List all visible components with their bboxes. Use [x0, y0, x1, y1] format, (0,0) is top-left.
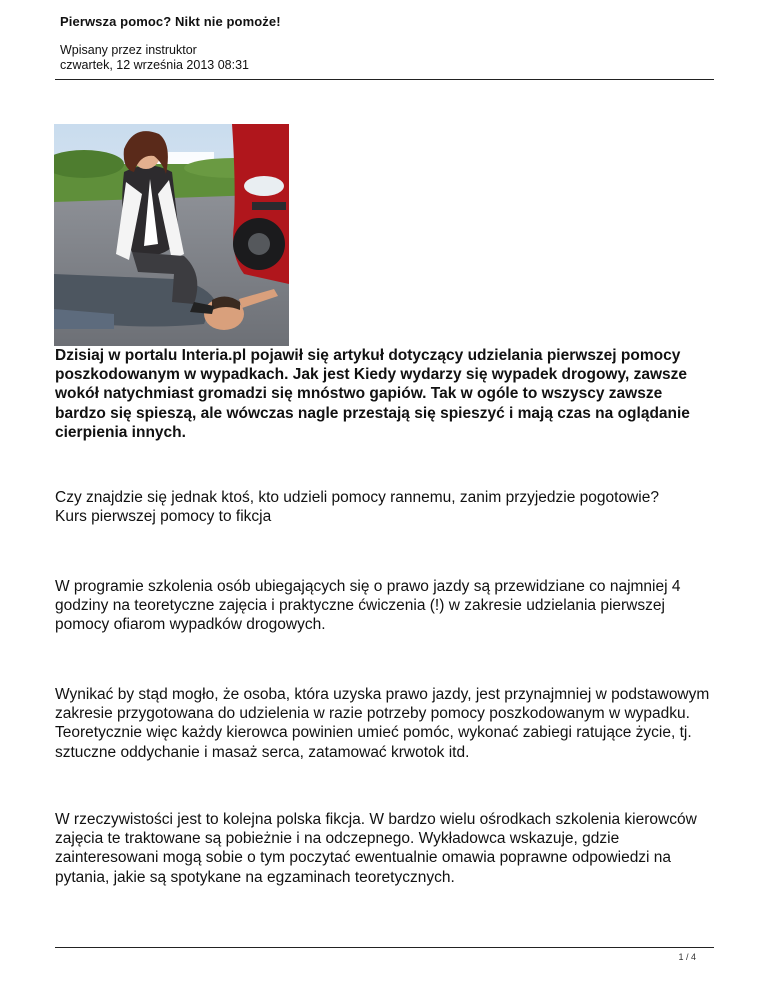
paragraph-3: Wynikać by stąd mogło, że osoba, która uzyska prawo jazdy, jest przynajmniej w podstawowym zakresie przygotowana do udzielenia w razie potrzeby pomocy poszkodowanym w wypadku. Teoretycznie więc każdy kierowca powinien umieć pomóc, wykonać zabiegi ratujące życie, tj. sztuczne oddychanie i masaż serca, zatamować krwotok itd.	[55, 686, 710, 761]
paragraph-1: Czy znajdzie się jednak ktoś, kto udzieli pomocy rannemu, zanim przyjedzie pogotowie?	[55, 489, 659, 506]
article-lead: Dzisiaj w portalu Interia.pl pojawił się artykuł dotyczący udzielania pierwszej pomocy poszkodowanym w wypadkach. Jak jest Kiedy wydarzy się wypadek drogowy, zawsze wokół natychmiast gromadzi się mnóstwo gapiów. Tak w ogóle to wszyscy zawsze bardzo się spieszą, ale wówczas nagle przestają się spieszyć i mają czas na oglądanie cierpienia innych.	[55, 347, 690, 441]
footer-divider	[55, 947, 714, 948]
page-number: 1 / 4	[678, 952, 696, 962]
article-meta	[60, 43, 249, 73]
date-line: czwartek, 12 września 2013 08:31	[60, 58, 249, 72]
author-line: Wpisany przez instruktor	[60, 43, 197, 57]
paragraph-2: W programie szkolenia osób ubiegających się o prawo jazdy są przewidziane co najmniej 4 godziny na teoretyczne zajęcia i praktyczne ćwiczenia (!) w zakresie udzielania pierwszej pomocy ofiarom wypadków drogowych.	[55, 578, 681, 634]
header-divider	[55, 79, 714, 80]
article-photo	[54, 124, 289, 346]
document-title: Pierwsza pomoc? Nikt nie pomoże!	[60, 14, 281, 29]
paragraph-4: W rzeczywistości jest to kolejna polska fikcja. W bardzo wielu ośrodkach szkolenia kierowców zajęcia te traktowane są pobieżnie i na odczepnego. Wykładowca wskazuje, gdzie zainteresowani mogą sobie o tym poczytać ewentualnie omawia poprawne odpowiedzi na pytania, jakie są spotykane na egzaminach teoretycznych.	[55, 811, 697, 886]
section-subheading: Kurs pierwszej pomocy to fikcja	[55, 508, 272, 525]
